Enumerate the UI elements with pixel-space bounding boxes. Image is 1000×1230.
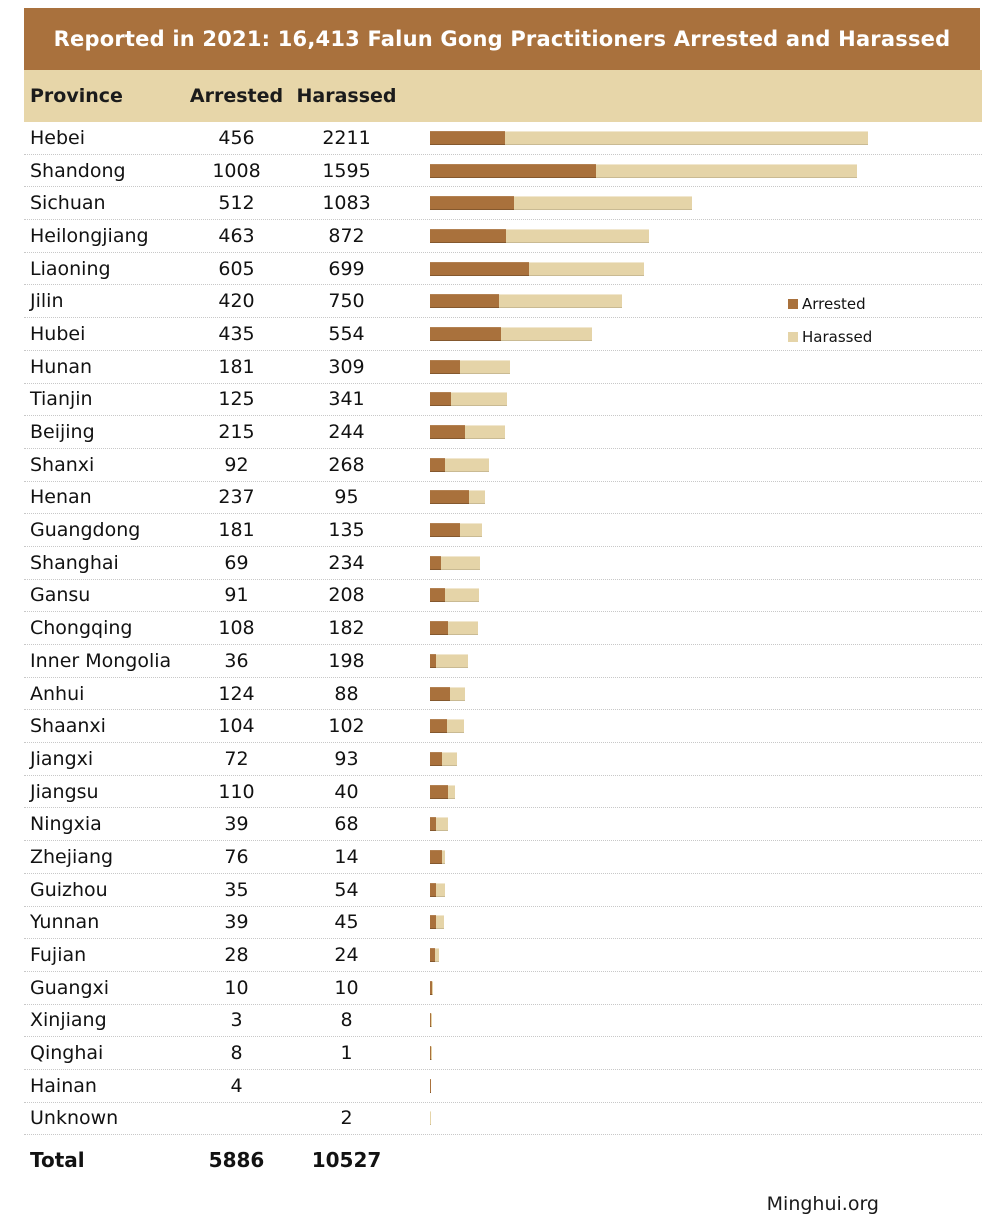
harassed-value: 182 [328,617,365,640]
arrested-bar-segment [430,850,442,864]
province-name: Shaanxi [30,715,106,738]
province-name: Hebei [30,126,86,149]
table-row [24,841,982,874]
arrested-bar-segment [430,229,506,243]
col-header-province: Province [30,85,123,107]
table-row [24,580,982,613]
province-name: Ningxia [30,813,102,836]
arrested-bar-segment [430,196,514,210]
table-row [24,187,982,220]
stacked-bar [399,948,982,962]
harassed-bar-segment [441,556,479,570]
legend [788,287,968,354]
province-name: Beijing [30,421,95,444]
harassed-bar-segment [460,360,511,374]
legend-label-arrested: Arrested [802,294,866,313]
arrested-value: 39 [224,911,249,934]
harassed-bar-segment [442,850,444,864]
province-name: Guizhou [30,878,108,901]
table-row [24,907,982,940]
harassed-value: 234 [328,551,365,574]
total-arrested-value: 5886 [208,1148,265,1172]
harassed-bar-segment [501,327,592,341]
arrested-swatch-icon [788,299,798,309]
harassed-value: 750 [328,290,365,313]
stacked-bar [399,458,982,472]
source-credit: Minghui.org [766,1193,879,1215]
arrested-value: 124 [218,682,255,705]
harassed-bar-segment [447,719,464,733]
table-row [24,449,982,482]
arrested-bar-segment [430,785,448,799]
harassed-bar-segment [445,458,489,472]
harassed-bar-segment [469,490,485,504]
harassed-bar-segment [506,229,649,243]
harassed-value: 341 [328,388,365,411]
col-header-arrested: Arrested [189,85,284,107]
harassed-value: 198 [328,649,365,672]
table-header [24,70,982,122]
arrested-value: 463 [218,224,255,247]
arrested-value: 8 [230,1042,243,1065]
province-name: Shanxi [30,453,95,476]
arrested-bar-segment [430,1079,431,1093]
province-name: Xinjiang [30,1009,107,1032]
table-row [24,776,982,809]
harassed-bar-segment [436,883,445,897]
arrested-value: 3 [230,1009,243,1032]
harassed-bar-segment [460,523,482,537]
arrested-value: 35 [224,878,249,901]
table-row [24,874,982,907]
harassed-value: 40 [334,780,359,803]
arrested-value: 92 [224,453,249,476]
table-row [24,155,982,188]
harassed-value: 95 [334,486,359,509]
table-row [24,1070,982,1103]
arrested-value: 104 [218,715,255,738]
province-name: Inner Mongolia [30,649,172,672]
arrested-value: 39 [224,813,249,836]
harassed-bar-segment [514,196,692,210]
stacked-bar [399,392,982,406]
province-name: Guangdong [30,519,141,542]
harassed-value: 2211 [322,126,371,149]
harassed-value: 309 [328,355,365,378]
harassed-bar-segment [436,817,447,831]
province-name: Liaoning [30,257,111,280]
arrested-bar-segment [430,687,450,701]
col-header-harassed: Harassed [296,85,397,107]
stacked-bar [399,360,982,374]
harassed-swatch-icon [788,332,798,342]
arrested-value: 125 [218,388,255,411]
table-row [24,808,982,841]
arrested-bar-segment [430,523,460,537]
harassed-bar-segment [431,1013,432,1027]
harassed-value: 88 [334,682,359,705]
arrested-value: 76 [224,845,249,868]
table-row [24,514,982,547]
legend-label-harassed: Harassed [802,328,873,347]
table-row [24,1103,982,1136]
harassed-bar-segment [596,164,858,178]
arrested-value: 110 [218,780,255,803]
arrested-value: 181 [218,519,255,542]
harassed-value: 1595 [322,159,371,182]
province-name: Hubei [30,322,86,345]
arrested-value: 28 [224,944,249,967]
arrested-value: 456 [218,126,255,149]
table-row [24,547,982,580]
arrested-bar-segment [430,164,596,178]
arrested-bar-segment [430,719,447,733]
province-name: Qinghai [30,1042,104,1065]
stacked-bar [399,523,982,537]
harassed-value: 244 [328,421,365,444]
stacked-bar [399,1079,982,1093]
table-row [24,645,982,678]
arrested-bar-segment [430,392,451,406]
harassed-value: 8 [340,1009,353,1032]
arrested-value: 36 [224,649,249,672]
arrested-bar-segment [430,752,442,766]
stacked-bar [399,262,982,276]
harassed-value: 14 [334,845,359,868]
arrested-value: 72 [224,747,249,770]
arrested-value: 69 [224,551,249,574]
province-name: Tianjin [30,388,93,411]
stacked-bar [399,785,982,799]
province-name: Zhejiang [30,845,114,868]
arrested-bar-segment [430,425,465,439]
harassed-value: 10 [334,976,359,999]
arrested-bar-segment [430,327,501,341]
stacked-bar [399,131,982,145]
stacked-bar [399,817,982,831]
table-row [24,710,982,743]
stacked-bar [399,752,982,766]
harassed-value: 208 [328,584,365,607]
arrested-value: 605 [218,257,255,280]
province-name: Jiangxi [30,747,94,770]
province-name: Sichuan [30,192,106,215]
harassed-bar-segment [436,654,469,668]
table-row [24,1037,982,1070]
stacked-bar [399,588,982,602]
arrested-bar-segment [430,556,441,570]
arrested-value: 435 [218,322,255,345]
arrested-value: 215 [218,421,255,444]
harassed-bar-segment [436,915,443,929]
total-harassed-value: 10527 [311,1148,382,1172]
arrested-value: 10 [224,976,249,999]
stacked-bar [399,687,982,701]
province-name: Unknown [30,1107,119,1130]
harassed-value: 93 [334,747,359,770]
table-row [24,678,982,711]
province-name: Shandong [30,159,126,182]
arrested-value: 108 [218,617,255,640]
province-name: Henan [30,486,92,509]
arrested-value: 420 [218,290,255,313]
table-row [24,253,982,286]
stacked-bar [399,1046,982,1060]
harassed-value: 699 [328,257,365,280]
stacked-bar [399,556,982,570]
stacked-bar [399,850,982,864]
stacked-bar [399,719,982,733]
harassed-bar-segment [465,425,505,439]
harassed-bar-segment [451,392,507,406]
table-row [24,416,982,449]
legend-item-arrested [788,287,968,321]
stacked-bar [399,490,982,504]
stacked-bar [399,654,982,668]
stacked-bar [399,164,982,178]
harassed-bar-segment [432,981,434,995]
harassed-value: 102 [328,715,365,738]
province-name: Yunnan [30,911,100,934]
arrested-bar-segment [430,458,445,472]
table-row [24,1005,982,1038]
arrested-bar-segment [430,588,445,602]
harassed-bar-segment [448,621,478,635]
arrested-value: 512 [218,192,255,215]
table-row [24,612,982,645]
harassed-bar-segment [445,588,479,602]
stacked-bar [399,1013,982,1027]
page-title: Reported in 2021: 16,413 Falun Gong Practitioners Arrested and Harassed [24,8,980,70]
province-name: Hunan [30,355,93,378]
table-row [24,939,982,972]
arrested-bar-segment [430,490,469,504]
stacked-bar [399,621,982,635]
harassed-value: 872 [328,224,365,247]
province-name: Hainan [30,1074,97,1097]
table-row [24,220,982,253]
harassed-bar-segment [430,1111,431,1125]
province-name: Heilongjiang [30,224,149,247]
legend-item-harassed [788,321,968,355]
harassed-value: 268 [328,453,365,476]
harassed-bar-segment [442,752,457,766]
arrested-value: 4 [230,1074,243,1097]
province-name: Shanghai [30,551,119,574]
harassed-value: 135 [328,519,365,542]
table-row [24,482,982,515]
table-body [24,122,982,1135]
table-row [24,351,982,384]
province-name: Jiangsu [30,780,99,803]
table-row [24,972,982,1005]
harassed-bar-segment [450,687,464,701]
stacked-bar [399,229,982,243]
arrested-value: 181 [218,355,255,378]
stacked-bar [399,883,982,897]
stacked-bar [399,1111,982,1125]
table-row [24,384,982,417]
harassed-value: 24 [334,944,359,967]
harassed-bar-segment [505,131,868,145]
total-row [24,1135,982,1185]
stacked-bar [399,981,982,995]
arrested-value: 237 [218,486,255,509]
table-row [24,122,982,155]
stacked-bar [399,425,982,439]
province-name: Fujian [30,944,87,967]
stacked-bar [399,915,982,929]
arrested-bar-segment [430,294,499,308]
harassed-bar-segment [529,262,644,276]
harassed-bar-segment [431,1046,432,1060]
arrested-value: 91 [224,584,249,607]
province-name: Chongqing [30,617,133,640]
table-row [24,743,982,776]
arrested-bar-segment [430,360,460,374]
harassed-value: 54 [334,878,359,901]
arrested-bar-segment [430,621,448,635]
harassed-value: 2 [340,1107,353,1130]
harassed-value: 554 [328,322,365,345]
harassed-bar-segment [499,294,622,308]
harassed-value: 1083 [322,192,371,215]
province-name: Gansu [30,584,91,607]
arrested-bar-segment [430,262,529,276]
province-name: Guangxi [30,976,110,999]
arrested-bar-segment [430,131,505,145]
harassed-value: 45 [334,911,359,934]
harassed-bar-segment [448,785,455,799]
province-name: Anhui [30,682,85,705]
total-label: Total [30,1148,85,1172]
harassed-value: 68 [334,813,359,836]
harassed-value: 1 [340,1042,353,1065]
harassed-bar-segment [435,948,439,962]
province-name: Jilin [30,290,64,313]
stacked-bar [399,196,982,210]
arrested-value: 1008 [212,159,261,182]
